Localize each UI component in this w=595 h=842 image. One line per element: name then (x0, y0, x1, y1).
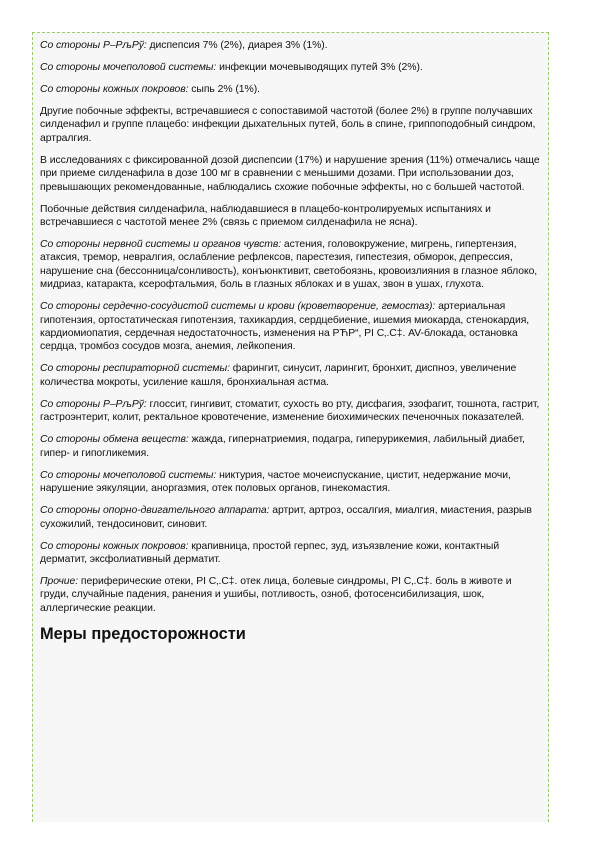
paragraph-label: Со стороны опорно-двигательного аппарата: (40, 505, 270, 517)
paragraph-label: Со стороны обмена веществ: (40, 434, 189, 446)
paragraph-text: сыпь 2% (1%). (188, 84, 260, 95)
document-page (32, 32, 549, 822)
paragraph-label: Со стороны кожных покровов: (40, 84, 189, 95)
paragraph (40, 238, 542, 292)
paragraph-text: диспепсия 7% (2%), диарея 3% (1%). (146, 40, 328, 51)
paragraph (40, 61, 542, 74)
paragraph-label: Со стороны Р–РљРў: (40, 40, 147, 51)
section-heading: Меры предосторожности (40, 624, 246, 643)
paragraph (40, 154, 542, 194)
paragraph-label: Со стороны кожных покровов: (40, 540, 189, 552)
paragraph-text: инфекции мочевыводящих путей 3% (2%). (216, 62, 423, 73)
paragraph-label: Со стороны мочеполовой системы: (40, 469, 217, 481)
paragraph (40, 504, 542, 531)
paragraph-text: Другие побочные эффекты, встречавшиеся с сопоставимой частотой (более 2%) в группе получавших силденафил и группе плацебо: инфекции дыхательных путей, боль в спине, гриппоподобный синдром, артралгия. (40, 106, 536, 144)
paragraph-text: периферические отеки, РІ С‚.С‡. отек лица, болевые синдромы, РІ С‚.С‡. боль в животе и груди, случайные падения, ранения и ушибы, потливость, озноб, фотосенсибилизация, шок, аллергические реакции. (40, 575, 512, 614)
paragraph (40, 469, 542, 496)
paragraph-label: Прочие: (40, 575, 79, 587)
paragraph-text: фарингит, синусит, ларингит, бронхит, диспноэ, увеличение количества мокроты, усиление кашля, бронхиальная астма. (40, 363, 517, 388)
paragraph (40, 575, 542, 615)
paragraph-text: крапивница, простой герпес, зуд, изъязвление кожи, контактный дерматит, эксфолиативный дерматит. (40, 540, 500, 565)
paragraph (40, 105, 542, 145)
paragraph-text: В исследованиях с фиксированной дозой диспепсии (17%) и нарушение зрения (11%) отмечались чаще при приеме силденафила в дозе 100 мг в сравнении с меньшими дозами. При использовании доз, превышающих рекомендованные, наблюдались схожие побочные эффекты, но с большей частотой. (40, 154, 540, 193)
paragraph (40, 39, 542, 52)
paragraph-text: жажда, гипернатриемия, подагра, гиперурикемия, лабильный диабет, гипер- и гипогликемия. (40, 434, 525, 459)
paragraph-label: Со стороны нервной системы и органов чувств: (40, 239, 282, 251)
paragraph-label: Со стороны сердечно-сосудистой системы и крови (кроветворение, гемостаз): (40, 301, 436, 313)
paragraph-text: Побочные действия силденафила, наблюдавшиеся в плацебо-контролируемых испытаниях и встречавшиеся с частотой менее 2% (связь с приемом силденафила не ясна). (40, 203, 491, 229)
paragraph-text: артериальная гипотензия, ортостатическая гипотензия, тахикардия, сердцебиение, ишемия миокарда, стенокардия, кардиомиопатия, сердечная недостаточность, изменения на РЋР“, РІ С‚.С‡. AV-блокада, остановка сердца, тромбоз сосудов мозга, анемия, лейкопения. (40, 301, 530, 353)
paragraph (40, 203, 542, 230)
paragraph (40, 433, 542, 460)
paragraph-text: глоссит, гингивит, стоматит, сухость во рту, дисфагия, эзофагит, тошнота, гастрит, гастроэнтерит, колит, ректальное кровотечение, изменение биохимических печеночных показателей. (40, 398, 540, 424)
paragraph-text: никтурия, частое мочеиспускание, цистит, недержание мочи, нарушение эякуляции, аноргазмия, отек половых органов, гинекомастия. (40, 469, 511, 495)
paragraph-label: Со стороны респираторной системы: (40, 363, 230, 375)
paragraph (40, 540, 542, 567)
paragraph-label: Со стороны мочеполовой системы: (40, 62, 217, 73)
paragraph (40, 362, 542, 389)
paragraph-label: Со стороны Р–РљРў: (40, 398, 147, 410)
paragraph (40, 83, 542, 96)
paragraph (40, 398, 542, 425)
paragraph-text: астения, головокружение, мигрень, гипертензия, атаксия, тремор, невралгия, ослабление рефлексов, парестезия, гипестезия, обморок, депрессия, нарушение сна (бессонница/сонливость), конъюнктивит, светобоязнь, кровоизлияния в глазное яблоко, мидриаз, катаракта, ксерофтальмия, боль в глазных яблоках и в ушах, звон в ушах, глухота. (40, 239, 538, 291)
paragraph-text: артрит, артроз, оссалгия, миалгия, миастения, разрыв сухожилий, тендосиновит, синовит. (40, 505, 532, 530)
paragraph (40, 300, 542, 354)
